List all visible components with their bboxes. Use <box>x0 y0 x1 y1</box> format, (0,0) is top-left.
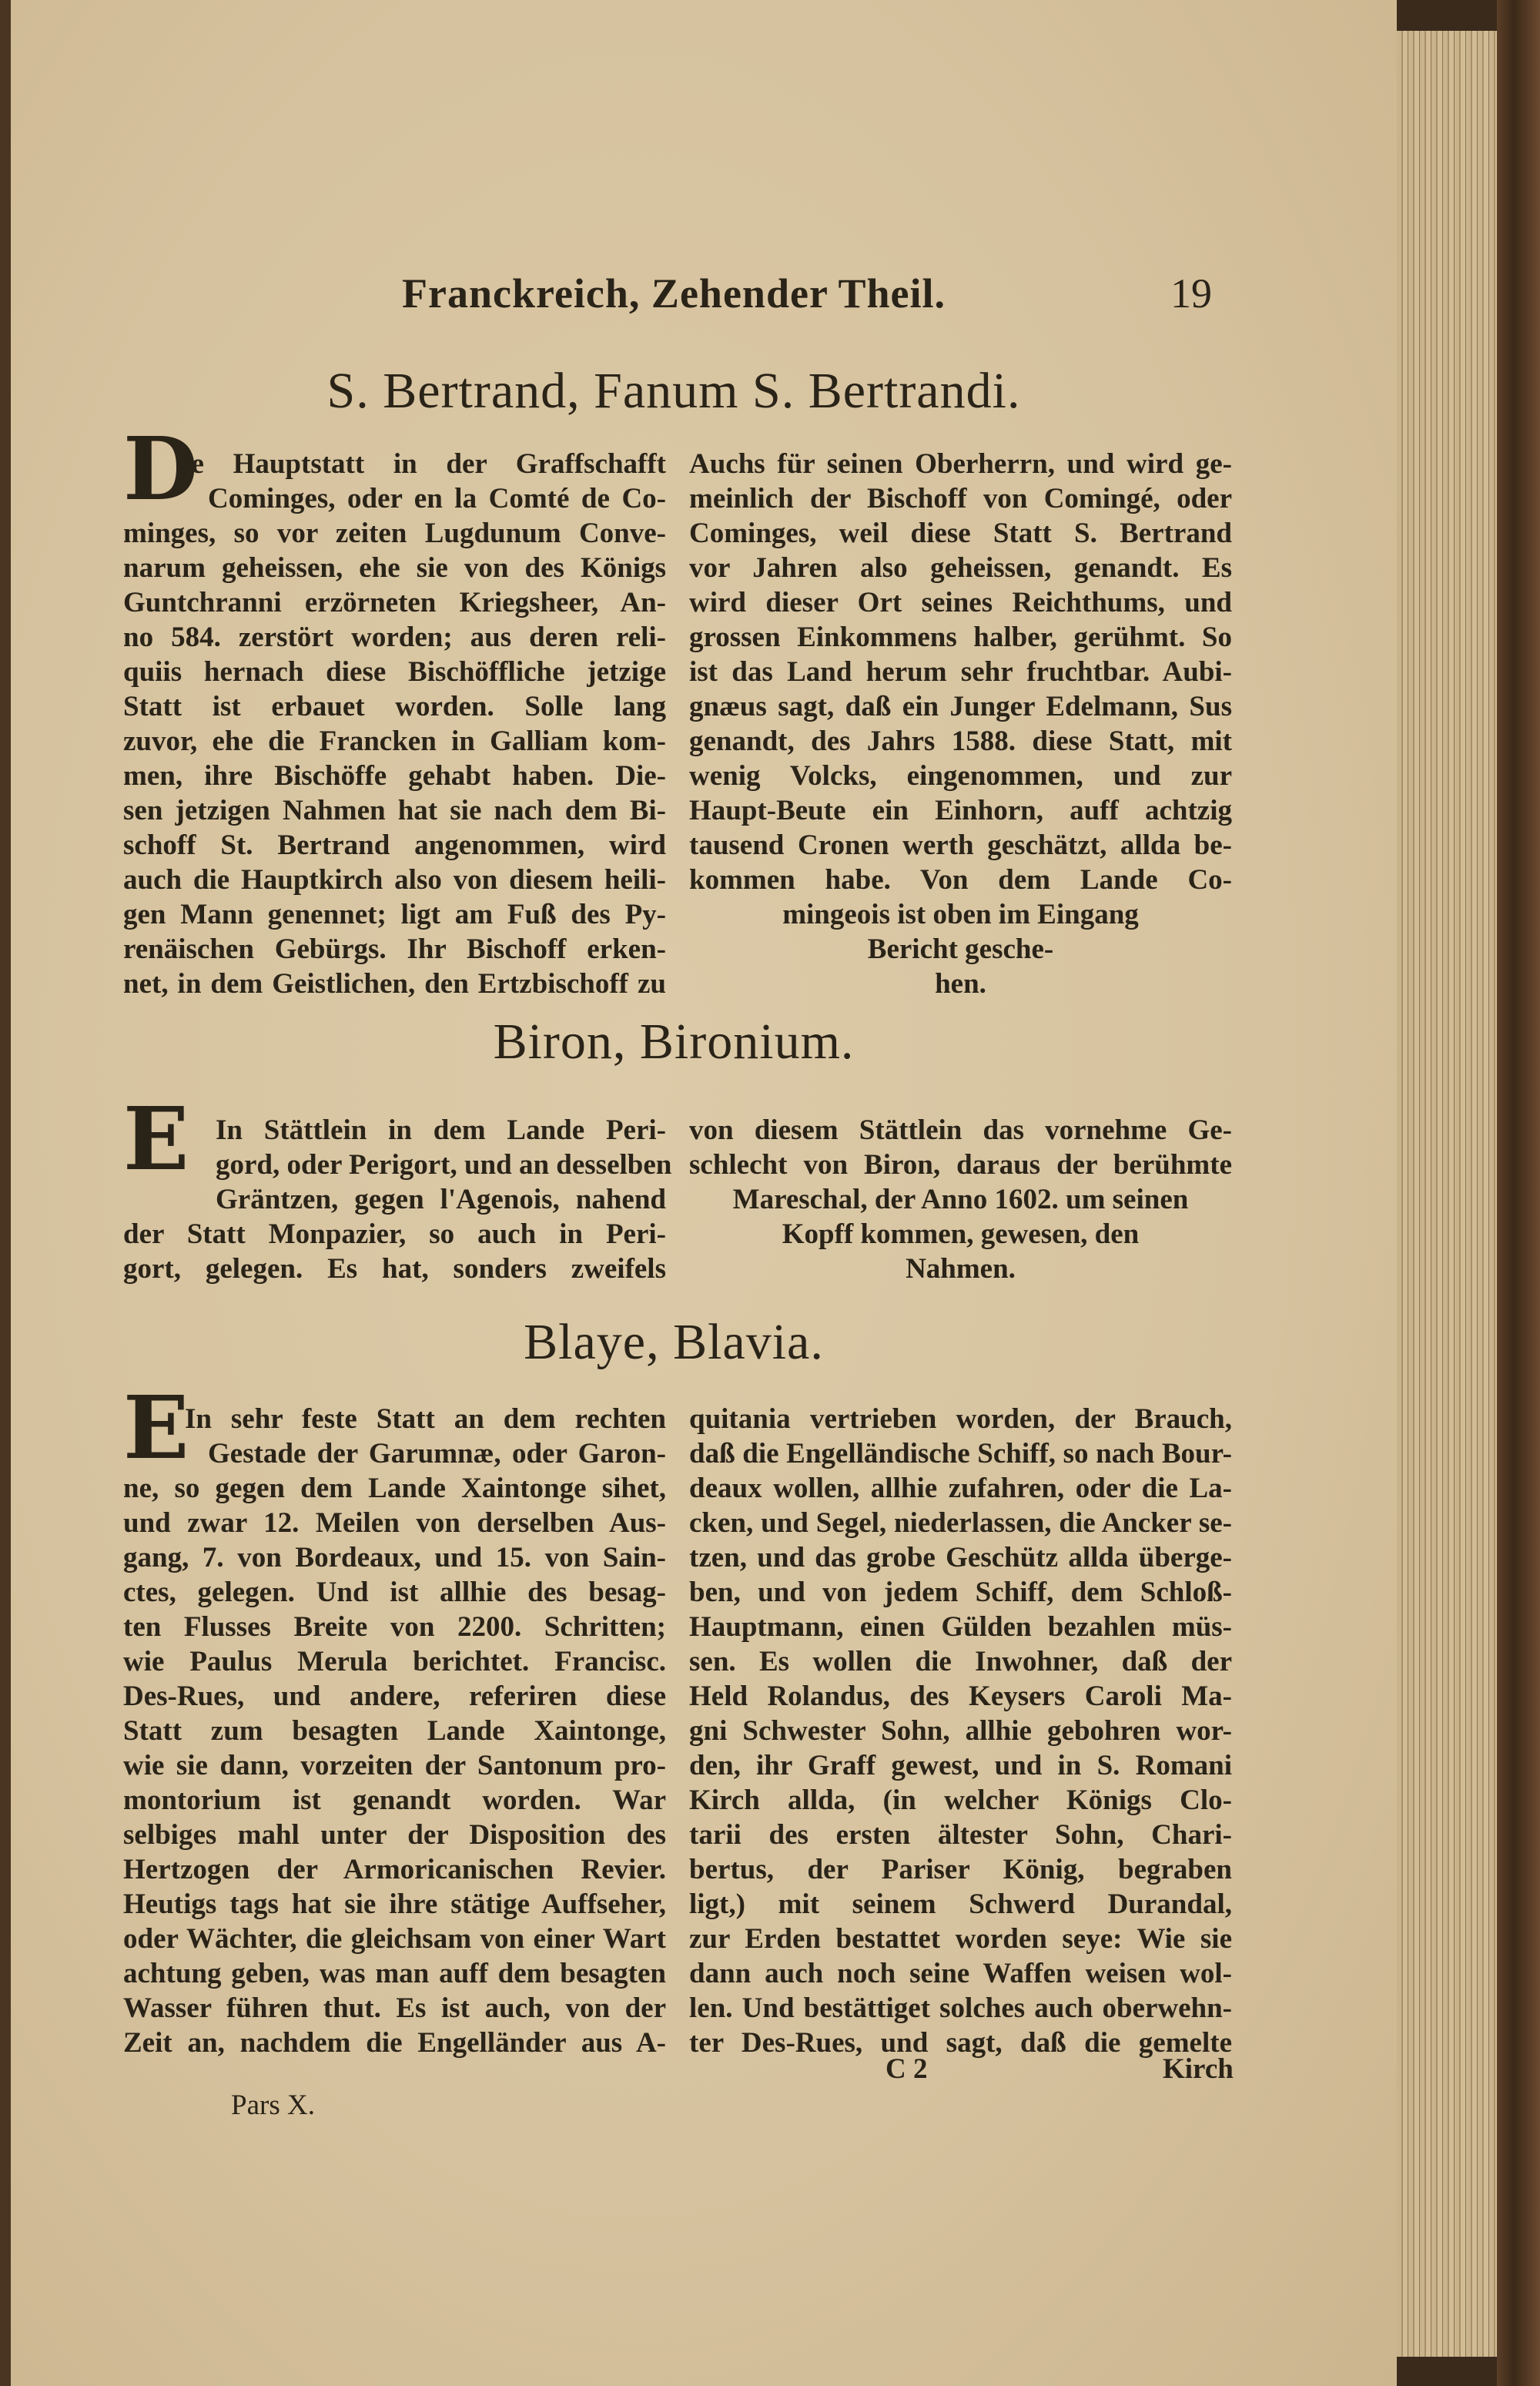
text-line: Je Hauptstatt in der Graffschafft <box>177 448 666 480</box>
text-line: zur Erden bestattet worden seye: Wie sie <box>689 1923 1232 1955</box>
drop-cap-initial: E <box>123 1378 189 1479</box>
text-line: In Stättlein in dem Lande Peri- <box>216 1114 666 1146</box>
text-line: den, ihr Graff gewest, und in S. Romani <box>689 1750 1232 1781</box>
text-column-right <box>689 1113 1232 1286</box>
text-line: meinlich der Bischoff von Comingé, oder <box>689 483 1232 514</box>
text-line: Guntchranni erzörneten Kriegsheer, An- <box>123 587 666 618</box>
text-line: Des-Rues, und andere, referiren diese <box>123 1681 666 1712</box>
text-line: Statt zum besagten Lande Xaintonge, <box>123 1715 666 1747</box>
text-line: men, ihre Bischöffe gehabt haben. Die- <box>123 760 666 792</box>
section-title: S. Bertrand, Fanum S. Bertrandi. <box>326 363 1021 419</box>
drop-cap-initial: D <box>123 419 199 520</box>
text-column-right <box>689 1402 1232 2060</box>
page-edges <box>1397 31 1497 2357</box>
text-line: ten Flusses Breite von 2200. Schritten; <box>123 1611 666 1643</box>
text-line: Mareschal, der Anno 1602. um seinen <box>732 1184 1189 1215</box>
text-line: Hauptmann, einen Gülden bezahlen müs- <box>689 1611 1232 1643</box>
catchword: Kirch <box>1163 2053 1234 2085</box>
running-title: Franckreich, Zehender Theil. <box>401 270 946 317</box>
text-line: Bericht gesche- <box>867 933 1054 965</box>
text-line: ligt,) mit seinem Schwerd Durandal, <box>689 1888 1232 1920</box>
text-line: Gestade der Garumnæ, oder Garon- <box>208 1438 666 1469</box>
text-line: gnæus sagt, daß ein Junger Edelmann, Sus <box>689 691 1232 722</box>
text-line: bertus, der Pariser König, begraben <box>689 1854 1232 1885</box>
text-line: ter Des-Rues, und sagt, daß die gemelte <box>689 2027 1232 2059</box>
text-line: mingeois ist oben im Eingang <box>782 899 1139 930</box>
text-line: Held Rolandus, des Keysers Caroli Ma- <box>689 1681 1232 1712</box>
text-line: tarii des ersten ältester Sohn, Chari- <box>689 1819 1232 1851</box>
text-line: genandt, des Jahrs 1588. diese Statt, mit <box>689 726 1232 757</box>
section-title: Blaye, Blavia. <box>524 1314 824 1370</box>
text-line: schoff St. Bertrand angenommen, wird <box>123 829 666 861</box>
text-line: Zeit an, nachdem die Engelländer aus A- <box>123 2027 666 2059</box>
text-line: daß die Engelländische Schiff, so nach Bour- <box>689 1438 1232 1469</box>
text-column-left <box>123 1402 666 2060</box>
text-line: cken, und Segel, niederlassen, die Ancker se- <box>689 1507 1232 1539</box>
text-line: deaux wollen, allhie zufahren, oder die La- <box>689 1473 1232 1504</box>
signature-mark: Pars X. <box>231 2089 315 2121</box>
text-line: der Statt Monpazier, so auch in Peri- <box>123 1218 666 1250</box>
text-line: minges, so vor zeiten Lugdunum Conve- <box>123 518 666 549</box>
text-line: auch die Hauptkirch also von diesem heili- <box>123 864 666 896</box>
text-line: dann auch noch seine Waffen weisen wol- <box>689 1958 1232 1989</box>
text-line: quiis hernach diese Bischöffliche jetzige <box>123 656 666 688</box>
section-title: Biron, Bironium. <box>493 1014 855 1070</box>
text-line: Heutigs tags hat sie ihre stätige Auffseher, <box>123 1888 666 1920</box>
text-line: gen Mann genennet; ligt am Fuß des Py- <box>123 899 666 930</box>
text-line: quitania vertrieben worden, der Brauch, <box>689 1403 1232 1435</box>
text-line: sen jetzigen Nahmen hat sie nach dem Bi- <box>123 795 666 826</box>
text-column-left <box>123 1113 672 1286</box>
text-line: ist das Land herum sehr fruchtbar. Aubi- <box>689 656 1232 688</box>
text-line: achtung geben, was man auff dem besagten <box>123 1958 666 1989</box>
page-number: 19 <box>1170 270 1212 317</box>
text-line: sen. Es wollen die Inwohner, daß der <box>689 1646 1232 1677</box>
text-line: zuvor, ehe die Francken in Galliam kom- <box>123 726 666 757</box>
text-line: Kopff kommen, gewesen, den <box>782 1218 1140 1250</box>
text-line: Wasser führen thut. Es ist auch, von der <box>123 1992 666 2024</box>
text-line: hen. <box>935 968 986 1000</box>
text-line: ben, und von jedem Schiff, dem Schloß- <box>689 1577 1232 1608</box>
book-left-edge <box>0 0 11 2386</box>
text-line: Cominges, weil diese Statt S. Bertrand <box>689 518 1232 549</box>
text-line: renäischen Gebürgs. Ihr Bischoff erken- <box>123 933 666 965</box>
text-line: von diesem Stättlein das vornehme Ge- <box>689 1114 1232 1146</box>
text-column-left <box>123 447 666 1001</box>
text-line: narum geheissen, ehe sie von des Königs <box>123 552 666 584</box>
text-line: len. Und bestättiget solches auch oberwehn- <box>689 1992 1232 2024</box>
book-cover-edge <box>1497 0 1540 2386</box>
sheet-mark: C 2 <box>886 2053 928 2085</box>
text-line: Gräntzen, gegen l'Agenois, nahend <box>216 1184 666 1215</box>
text-line: kommen habe. Von dem Lande Co- <box>689 864 1232 896</box>
text-line: Kirch allda, (in welcher Königs Clo- <box>689 1784 1232 1816</box>
text-line: gang, 7. von Bordeaux, und 15. von Sain- <box>123 1542 666 1573</box>
text-line: Auchs für seinen Oberherrn, und wird ge- <box>689 448 1232 480</box>
text-line: tzen, und das grobe Geschütz allda überge- <box>689 1542 1232 1573</box>
text-line: ctes, gelegen. Und ist allhie des besag- <box>123 1577 666 1608</box>
text-line: Cominges, oder en la Comté de Co- <box>208 483 666 514</box>
text-line: Nahmen. <box>906 1253 1016 1285</box>
text-line: wie Paulus Merula berichtet. Francisc. <box>123 1646 666 1677</box>
text-line: selbiges mahl unter der Disposition des <box>123 1819 666 1851</box>
text-line: und zwar 12. Meilen von derselben Aus- <box>123 1507 666 1539</box>
text-line: In sehr feste Statt an dem rechten <box>185 1403 666 1435</box>
text-line: tausend Cronen werth geschätzt, allda be- <box>689 829 1232 861</box>
text-line: wenig Volcks, eingenommen, und zur <box>689 760 1232 792</box>
text-line: grossen Einkommens halber, gerühmt. So <box>689 622 1232 653</box>
text-line: wie sie dann, vorzeiten der Santonum pro- <box>123 1750 666 1781</box>
text-line: net, in dem Geistlichen, den Ertzbischoff zu <box>123 968 666 1000</box>
text-column-right <box>689 447 1232 1001</box>
drop-cap-initial: E <box>123 1089 189 1190</box>
text-line: gni Schwester Sohn, allhie gebohren wor- <box>689 1715 1232 1747</box>
text-line: gort, gelegen. Es hat, sonders zweifels <box>123 1253 666 1285</box>
text-line: no 584. zerstört worden; aus deren reli- <box>123 622 666 653</box>
text-line: vor Jahren also geheissen, genandt. Es <box>689 552 1232 584</box>
text-line: Statt ist erbauet worden. Solle lang <box>123 691 666 722</box>
text-line: schlecht von Biron, daraus der berühmte <box>689 1149 1232 1181</box>
text-line: ne, so gegen dem Lande Xaintonge sihet, <box>123 1473 666 1504</box>
text-line: wird dieser Ort seines Reichthums, und <box>689 587 1232 618</box>
text-line: montorium ist genandt worden. War <box>123 1784 666 1816</box>
text-line: gord, oder Perigort, und an desselben <box>216 1149 672 1181</box>
text-line: Haupt-Beute ein Einhorn, auff achtzig <box>689 795 1232 826</box>
text-line: Hertzogen der Armoricanischen Revier. <box>123 1854 666 1885</box>
text-line: oder Wächter, die gleichsam von einer Wart <box>123 1923 666 1955</box>
